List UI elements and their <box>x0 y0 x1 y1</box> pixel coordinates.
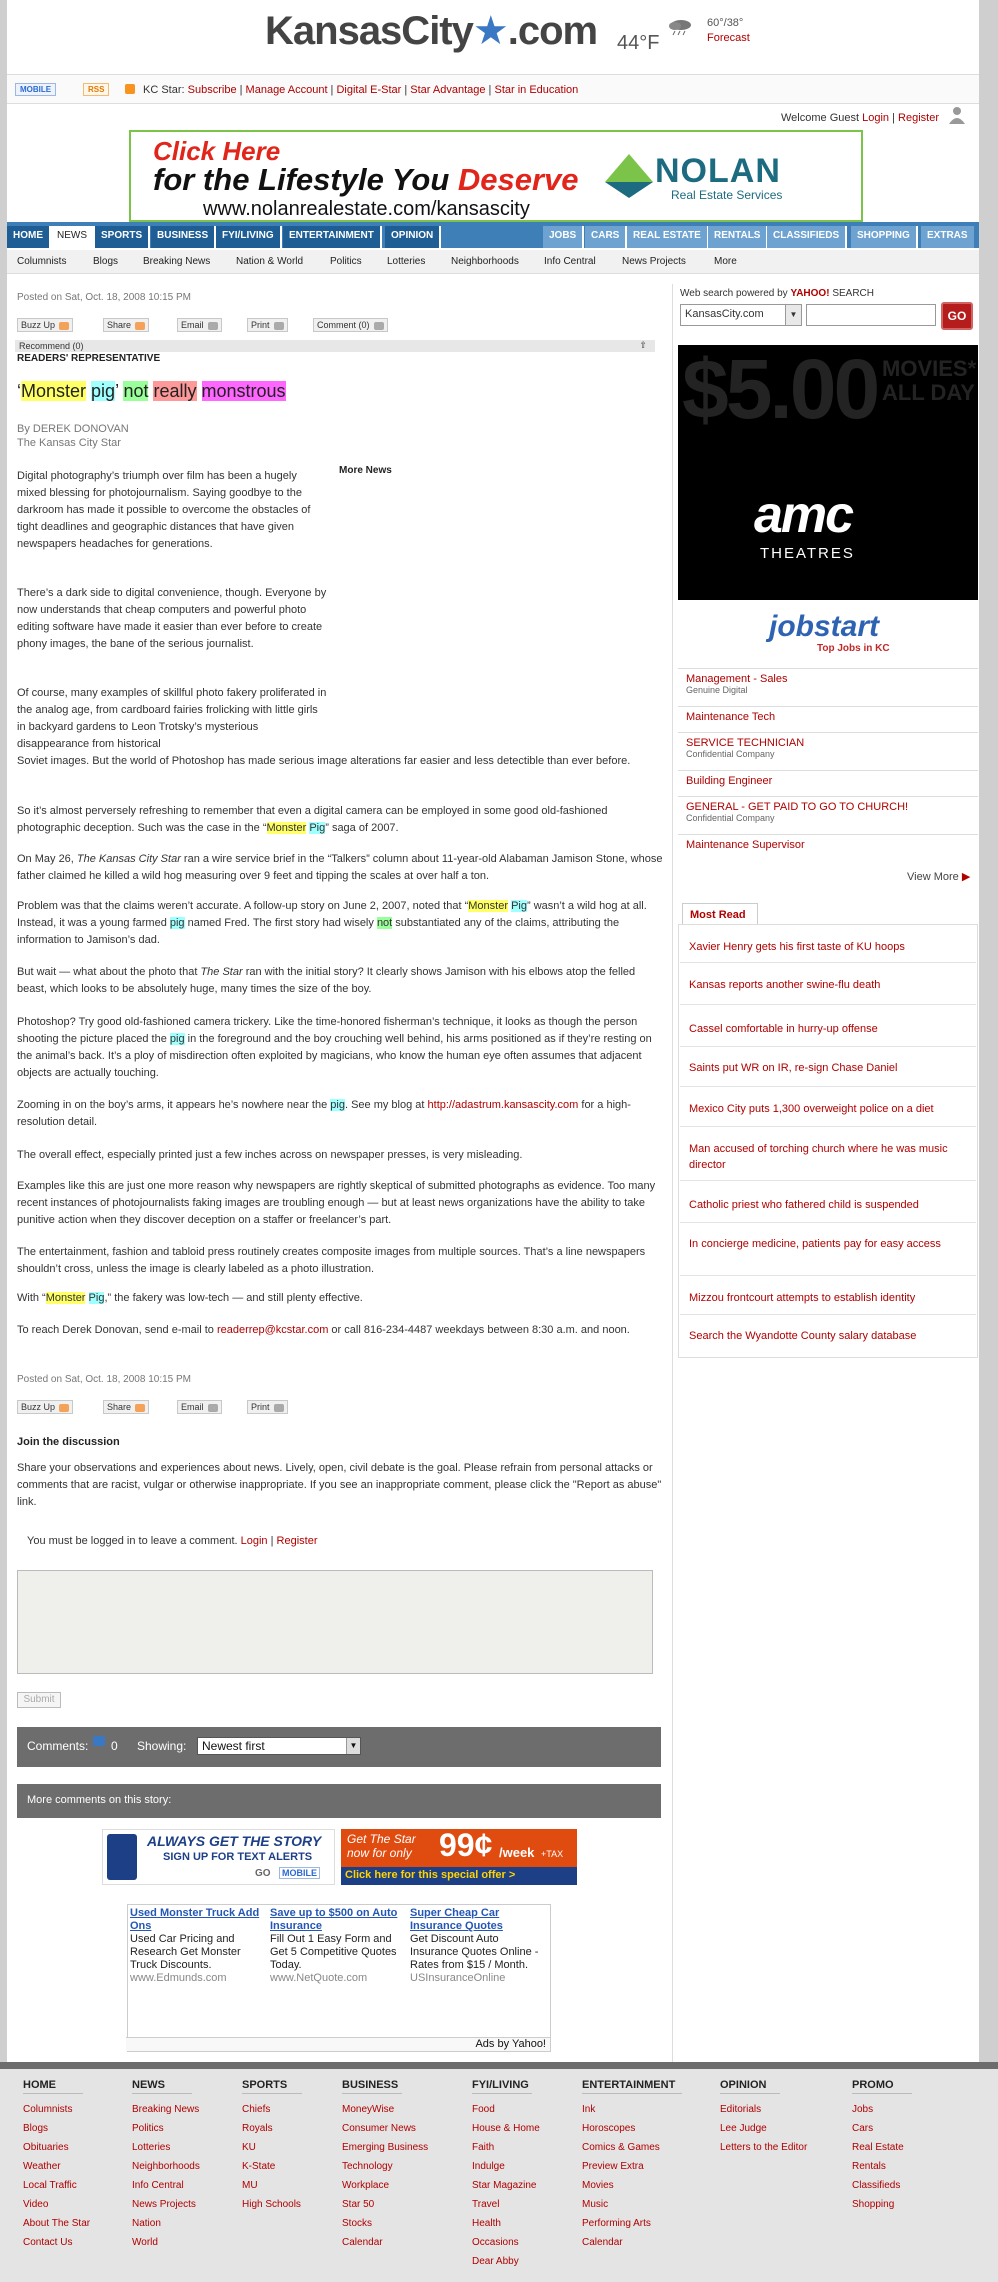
divider <box>680 1180 976 1181</box>
list-item[interactable]: Xavier Henry gets his first taste of KU hoops <box>689 941 905 953</box>
nav-news[interactable]: NEWS <box>51 226 95 248</box>
kc-star-links: KC Star: Subscribe | Manage Account | Digital E-Star | Star Advantage | Star in Education <box>143 84 579 96</box>
search-input[interactable] <box>806 304 936 326</box>
job-listing[interactable]: GENERAL - GET PAID TO GO TO CHURCH! Confidential Company <box>678 796 978 834</box>
nolan-logo-icon <box>605 154 653 198</box>
email-button[interactable]: Email <box>177 1400 222 1414</box>
email-button[interactable]: Email <box>177 318 222 332</box>
page: KansasCity★.com 44°F 60°/38° Forecast MOBILE RSS KC Star: Subscribe | Manage Account | Digital E-Star | Star Advantage | Star in Education Welcome Guest Login | Register Click Here for the Lifestyle You Deserve www.nolanrealestate.com/kansascity NOLAN Real Estate Services HOME NEWS SPORTS BUSINESS FYI/LIVING ENTERTAINMENT OPINION JOBS CARS REAL ESTATE RENTALS CLASSIFIEDS SHOPPING EXTRAS Columnists Blogs Breaking News Nation & World Politics Lotteries Neighborhoods Info Central News Projects More Posted on Sat, Oct. 18, 2008 10:15 PM Buzz Up Share Email Print Comment (0) Recommend (0) ⇧ READERS' REPRESENTATIVE ‘Monster pig’ not really monstrous By DEREK DONOVAN The Kansas City Star More News Digital photography’s triumph over film has been a hugely mixed blessing for photojournalism. Saying goodbye to the darkroom has made it possible to overcome the obstacles of tight deadlines and geographic distances that have given newspapers headaches for generations. There’s a dark side to digital convenience, though. Everyone by now understands that cheap computers and powerful photo editing software have made it easier than ever before to create phony images, the bane of the serious journalist. Of course, many examples of skillful photo fakery proliferated in the analog age, from cardboard fairies frolicking with little girls in backyard gardens to Leon Trotsky’s mysterious disappearance from historical Soviet images. But the world of Photoshop has made serious image alterations far easier and less detectible than ever before. So it’s almost perversely refreshing to remember that even a digital camera can be employed in some good old-fashioned photographic deception. Such was the case in the “Monster Pig” saga of 2007. On May 26, The Kansas City Star ran a wire service brief in the “Talkers” column about 11-year-old Alabaman Jamison Stone, whose father claimed he killed a wild hog measuring over 9 feet and tipping the scales at over half a ton. Problem was that the claims weren’t accurate. A follow-up story on June 2, 2007, noted that “Monster Pig” wasn’t a wild hog at all. Instead, it was a young farmed pig named Fred. The first story had wisely not substantiated any of the claims, attributing the information to Jamison’s dad. But wait — what about the photo that The Star ran with the initial story? It clearly shows Jamison with his elbows atop the felled beast, which looks to be absolutely huge, many times the size of the boy. Photoshop? Try good old-fashioned camera trickery. Like the time-honored fisherman’s technique, it looks as though the person shooting the picture placed the pig in the foreground and the boy crouching well behind, his arms positioned as if they’re resting on the animal’s back. It’s a ploy of misdirection often exploited by magicians, who know the human eye often assumes that adjacent objects are actually touching. Zooming in on the boy’s arms, it appears he’s nowhere near the pig. See my blog at http://adastrum.kansascity.com for a high-resolution detail. The overall effect, especially printed just a few inches across on newspaper presses, is very misleading. Examples like this are just one more reason why newspapers are rightly skeptical of submitted photographs as evidence. Too many recent instances of photojournalists faking images are troubling enough — but at least news organizations have the ability to take punitive action when they discover deception on a staffer or freelancer’s part. The entertainment, fashion and tabloid press routinely creates composite images from multiple sources. That’s a line newspapers shouldn’t cross, unless the image is clearly labeled as a photo illustration. With “Monster Pig,” the fakery was low-tech — and still plenty effective. To reach Derek Donovan, send e-mail to readerrep@kcstar.com or call 816-234-4487 weekdays between 8:30 a.m. and noon. Posted on Sat, Oct. 18, 2008 10:15 PM Buzz Up Share Email Print Join the discussion Share your observations and experiences about news. Lively, open, civil debate is the goal. Please refrain from personal attacks or comments that are racist, vulgar or otherwise inappropriate. If you see an inappropriate comment, please click the "Report as abuse" link. You must be logged in to leave a comment. Login | Register Submit Comments: 0 Showing: Newest first ▼ More comments on this story: ALWAYS GET THE STORY SIGN UP FOR TEXT ALERTS GO MOBILE Get The Star now for only 99¢ /week +TAX Click here for this special offer > Used Monster Truck Add Ons Used Car Pricing and Research Get Monster Truck Discounts. www.Edmunds.com Save up to $500 on Auto Insurance Fill Out 1 Easy Form and Get 5 Competitive Quotes Today. www.NetQuote.com Super Cheap Car Insurance Quotes Get Discount Auto Insurance Quotes Online - Rates from $15 / Month. USInsuranceOnline Ads by Yahoo! Web search powered by YAHOO! SEARCH KansasCity.com ▼ GO $5.00 MOVIES* ALL DAY amc THEATRES jobstart Top Jobs in KC Management - Sales Genuine Digital Maintenance Tech SERVICE TECHNICIAN Confidential Company Building Engineer GENERAL - GET PAID TO GO TO CHURCH! Confidential Company Maintenance Supervisor View More ▶ Most Read Xavier Henry gets his first taste of KU hoops Kansas reports another swine-flu death Cassel comfortable in hurry-up offense Saints put WR on IR, re-sign Chase Daniel Mexico City puts 1,300 overweight police on a diet Man accused of torching church where he was music director Catholic priest who fathered child is suspended In concierge medicine, patients pay for easy access Mizzou frontcourt attempts to establish identity Search the Wyandotte County salary database <box>7 0 979 2062</box>
more-comments-bar: More comments on this story: <box>17 1784 661 1818</box>
rss-icon[interactable] <box>125 84 135 94</box>
star-icon: ★ <box>472 9 508 53</box>
register-link[interactable]: Register <box>898 112 939 124</box>
footer-col-home: HOME Columnists Blogs Obituaries Weather Local Traffic Video About The Star Contact Us <box>23 2079 91 2248</box>
section-label: READERS' REPRESENTATIVE <box>17 353 161 364</box>
divider <box>680 1086 976 1087</box>
subnav-blogs[interactable]: Blogs <box>93 256 119 267</box>
comment-login-link[interactable]: Login <box>240 1535 268 1547</box>
subscription-offer-banner[interactable]: Get The Star now for only 99¢ /week +TAX Click here for this special offer > <box>341 1829 577 1885</box>
web-search-label: Web search powered by YAHOO! SEARCH <box>680 288 874 299</box>
subnav-columnists[interactable]: Columnists <box>17 256 67 267</box>
paragraph: Soviet images. But the world of Photoshop has made serious image alterations far easier and less detectible than ever before. <box>17 755 631 767</box>
list-item[interactable]: Search the Wyandotte County salary database <box>689 1330 917 1342</box>
posted-date-bottom: Posted on Sat, Oct. 18, 2008 10:15 PM <box>17 1374 191 1385</box>
article-headline: ‘Monster pig’ not really monstrous <box>17 381 286 401</box>
share-button[interactable]: Share <box>103 318 149 332</box>
yahoo-buzz-icon <box>59 1404 69 1412</box>
forecast-link[interactable]: Forecast <box>707 32 750 44</box>
paragraph: Problem was that the claims weren’t accurate. A follow-up story on June 2, 2007, noted that “Monster Pig” wasn’t a wild hog at all. Instead, it was a young farmed pig named Fred. The first story had wisely not substantiated any of the claims, attributing the information to Jamison’s dad. <box>17 900 647 946</box>
sub-nav <box>7 250 979 274</box>
footer-col-opinion: OPINION Editorials Lee Judge Letters to the Editor <box>720 2079 808 2153</box>
text-ad[interactable]: Save up to $500 on Auto Insurance Fill Out 1 Easy Form and Get 5 Competitive Quotes Today. www.NetQuote.com <box>270 1907 398 1984</box>
go-button[interactable]: GO <box>255 1868 271 1879</box>
nav-classifieds[interactable]: CLASSIFIEDS <box>767 226 847 248</box>
job-listing[interactable]: Management - Sales Genuine Digital <box>678 668 978 706</box>
welcome-text: Welcome Guest Login | Register <box>781 112 939 124</box>
text-ad[interactable]: Used Monster Truck Add Ons Used Car Pricing and Research Get Monster Truck Discounts. www.Edmunds.com <box>130 1907 260 1984</box>
login-prompt: You must be logged in to leave a comment. Login | Register <box>27 1535 318 1547</box>
divider <box>680 1126 976 1127</box>
nav-fyi-living[interactable]: FYI/LIVING <box>216 226 282 248</box>
comment-textarea[interactable] <box>17 1570 653 1674</box>
star-in-education-link[interactable]: Star in Education <box>494 84 579 96</box>
email-link[interactable]: readerrep@kcstar.com <box>216 1324 329 1336</box>
nolan-banner-ad[interactable]: Click Here for the Lifestyle You Deserve www.nolanrealestate.com/kansascity NOLAN Real Estate Services <box>129 130 863 222</box>
sort-order-select[interactable]: Newest first ▼ <box>197 1737 361 1755</box>
nav-business[interactable]: BUSINESS <box>151 226 216 248</box>
paragraph: The overall effect, especially printed just a few inches across on newspaper presses, is very misleading. <box>17 1149 523 1161</box>
footer-col-sports: SPORTS Chiefs Royals KU K-State MU High Schools <box>242 2079 301 2210</box>
digital-estar-link[interactable]: Digital E-Star <box>336 84 402 96</box>
paragraph: Digital photography’s triumph over film has been a hugely mixed blessing for photojournalism. Saying goodbye to the darkroom has made it possible to overcome the obstacles of tight deadlines and geographic distances that have given newspapers headaches for generations. <box>17 470 311 550</box>
comment-count: 0 <box>111 1739 118 1753</box>
list-item[interactable]: Saints put WR on IR, re-sign Chase Daniel <box>689 1062 898 1074</box>
login-link[interactable]: Login <box>862 112 890 124</box>
paragraph: Of course, many examples of skillful photo fakery proliferated in the analog age, from cardboard fairies frolicking with little girls in backyard gardens to Leon Trotsky’s mysterious disappearance from historical <box>17 687 327 750</box>
nav-extras[interactable]: EXTRAS <box>921 226 974 248</box>
nav-sports[interactable]: SPORTS <box>95 226 150 248</box>
printer-icon <box>274 1404 284 1412</box>
chevron-down-icon: ▼ <box>346 1738 360 1754</box>
nav-real-estate[interactable]: REAL ESTATE <box>627 226 709 248</box>
list-item[interactable]: Cassel comfortable in hurry-up offense <box>689 1023 878 1035</box>
site-logo[interactable]: KansasCity★.com <box>265 9 598 53</box>
subnav-news-projects[interactable]: News Projects <box>622 256 686 267</box>
article-toolbar <box>17 318 657 332</box>
job-listing[interactable]: SERVICE TECHNICIAN Confidential Company <box>678 732 978 770</box>
subnav-lotteries[interactable]: Lotteries <box>387 256 426 267</box>
paragraph: With “Monster Pig,” the fakery was low-tech — and still plenty effective. <box>17 1292 363 1304</box>
nav-shopping[interactable]: SHOPPING <box>851 226 918 248</box>
divider <box>680 1222 976 1223</box>
manage-account-link[interactable]: Manage Account <box>245 84 328 96</box>
paragraph: Examples like this are just one more reason why newspapers are rightly skeptical of submitted photographs as evidence. Too many recent instances of photojournalists faking images are troubling enough — but at least news organizations have the ability to take punitive action when they discover deception on a staffer or freelancer’s part. <box>17 1180 656 1226</box>
envelope-icon <box>208 1404 218 1412</box>
cloud-rain-icon <box>667 18 693 36</box>
text-ad[interactable]: Super Cheap Car Insurance Quotes Get Discount Auto Insurance Quotes Online - Rates from $15 / Month. USInsuranceOnline <box>410 1907 539 1984</box>
paragraph: So it’s almost perversely refreshing to remember that even a digital camera can be employed in some good old-fashioned photographic deception. Such was the case in the “Monster Pig” saga of 2007. <box>17 805 608 834</box>
paragraph: But wait — what about the photo that The Star ran with the initial story? It clearly shows Jamison with his elbows atop the felled beast, which looks to be absolutely huge, many times the size of the boy. <box>17 966 636 995</box>
subnav-more[interactable]: More <box>714 256 737 267</box>
divider <box>680 1314 976 1315</box>
paragraph: Zooming in on the boy’s arms, it appears he’s nowhere near the pig. See my blog at http://adastrum.kansascity.com for a high-resolution detail. <box>17 1099 631 1128</box>
paragraph: The entertainment, fashion and tabloid press routinely creates composite images from multiple sources. That’s a line newspapers shouldn’t cross, unless the image is clearly labeled as a photo illustration. <box>17 1246 646 1275</box>
list-item[interactable]: Mexico City puts 1,300 overweight police on a diet <box>689 1103 934 1115</box>
comment-register-link[interactable]: Register <box>276 1535 318 1547</box>
rss-badge[interactable]: RSS <box>83 83 109 96</box>
submit-button[interactable]: Submit <box>17 1692 61 1708</box>
jobstart-logo[interactable]: jobstart <box>769 610 880 643</box>
list-item[interactable]: Kansas reports another swine-flu death <box>689 979 881 991</box>
subnav-nation-world[interactable]: Nation & World <box>236 256 304 267</box>
chevron-right-icon: ▶ <box>961 871 971 883</box>
comment-bubble-icon <box>93 1736 105 1746</box>
mobile-badge[interactable]: MOBILE <box>15 83 56 96</box>
hi-lo: 60°/38° <box>707 17 744 29</box>
comment-button[interactable]: Comment (0) <box>313 318 388 332</box>
phone-icon <box>107 1834 137 1880</box>
divider <box>680 1004 976 1005</box>
footer-col-fyi-living: FYI/LIVING Food House & Home Faith Indulge Star Magazine Travel Health Occasions Dear Abby <box>472 2079 540 2267</box>
search-go-button[interactable]: GO <box>941 302 973 330</box>
utility-bar <box>7 74 979 104</box>
amc-ad[interactable]: $5.00 MOVIES* ALL DAY amc THEATRES <box>678 345 978 600</box>
text-alerts-banner[interactable]: ALWAYS GET THE STORY SIGN UP FOR TEXT ALERTS GO MOBILE <box>102 1829 335 1885</box>
paragraph: Photoshop? Try good old-fashioned camera trickery. Like the time-honored fisherman’s technique, it looks as though the person shooting the picture placed the pig in the foreground and the boy crouching well behind, his arms positioned as if they’re resting on the animal’s back. It’s a ploy of misdirection often exploited by magicians, who know the human eye often assumes that adjacent objects are actually touching. <box>17 1016 652 1079</box>
divider <box>680 1046 976 1047</box>
paragraph: There’s a dark side to digital convenience, though. Everyone by now understands that cheap computers and powerful photo editing software have made it easier than ever before to create phony images, the bane of the serious journalist. <box>17 587 327 650</box>
sidebar-divider <box>672 284 673 2062</box>
footer-col-business: BUSINESS MoneyWise Consumer News Emerging Business Technology Workplace Star 50 Stocks Calendar <box>342 2079 429 2248</box>
subnav-info-central[interactable]: Info Central <box>544 256 596 267</box>
main-nav <box>7 222 979 248</box>
share-button[interactable]: Share <box>103 1400 149 1414</box>
search-scope-select[interactable]: KansasCity.com ▼ <box>680 304 802 326</box>
paragraph: On May 26, The Kansas City Star ran a wire service brief in the “Talkers” column about 11-year-old Alabaman Jamison Stone, whose father claimed he killed a wild hog measuring over 9 feet and tipping the scales at over half a ton. <box>17 853 663 882</box>
posted-date: Posted on Sat, Oct. 18, 2008 10:15 PM <box>17 292 191 303</box>
list-item[interactable]: Catholic priest who fathered child is suspended <box>689 1199 919 1211</box>
print-button[interactable]: Print <box>247 318 288 332</box>
more-news-heading: More News <box>339 465 392 476</box>
blog-link[interactable]: http://adastrum.kansascity.com <box>427 1099 579 1111</box>
nav-home[interactable]: HOME <box>7 226 51 248</box>
subnav-neighborhoods[interactable]: Neighborhoods <box>451 256 519 267</box>
thumbs-up-icon[interactable]: ⇧ <box>639 340 647 350</box>
envelope-icon <box>208 322 218 330</box>
sponsored-text-ads <box>127 1904 551 2052</box>
byline: By DEREK DONOVAN The Kansas City Star <box>17 423 129 449</box>
article-toolbar-bottom <box>17 1400 417 1414</box>
view-more-link[interactable]: View More ▶ <box>907 871 971 883</box>
footer-col-entertainment: ENTERTAINMENT Ink Horoscopes Comics & Games Preview Extra Movies Music Performing Arts Calendar <box>582 2079 682 2252</box>
print-button[interactable]: Print <box>247 1400 288 1414</box>
chevron-down-icon: ▼ <box>785 305 801 325</box>
nav-cars[interactable]: CARS <box>585 226 627 248</box>
speech-bubble-icon <box>374 322 384 330</box>
list-item[interactable]: Mizzou frontcourt attempts to establish identity <box>689 1292 916 1304</box>
divider <box>680 1275 976 1276</box>
ads-by-yahoo[interactable]: Ads by Yahoo! <box>126 2037 550 2051</box>
nav-entertainment[interactable]: ENTERTAINMENT <box>283 226 382 248</box>
share-icon <box>135 1404 145 1412</box>
list-item[interactable]: Man accused of torching church where he was music director <box>689 1143 948 1171</box>
special-offer-link[interactable]: Click here for this special offer > <box>341 1867 577 1885</box>
footer-col-promo: PROMO Jobs Cars Real Estate Rentals Classifieds Shopping <box>852 2079 912 2214</box>
printer-icon <box>274 322 284 330</box>
amc-logo: amc <box>754 486 853 544</box>
footer-col-news: NEWS Breaking News Politics Lotteries Neighborhoods Info Central News Projects Nation World <box>132 2079 200 2248</box>
buzz-up-button[interactable]: Buzz Up <box>17 318 73 332</box>
comments-bar: Comments: 0 Showing: Newest first ▼ <box>17 1727 661 1767</box>
user-icon <box>949 106 965 124</box>
nav-opinion[interactable]: OPINION <box>385 226 441 248</box>
nav-rentals[interactable]: RENTALS <box>708 226 768 248</box>
buzz-up-button[interactable]: Buzz Up <box>17 1400 73 1414</box>
temperature: 44°F <box>617 32 660 54</box>
subscribe-link[interactable]: Subscribe <box>187 84 237 96</box>
job-listing[interactable]: Maintenance Supervisor <box>678 834 978 860</box>
site-footer <box>0 2062 998 2282</box>
job-listing[interactable]: Maintenance Tech <box>678 706 978 732</box>
recommend-bar[interactable]: Recommend (0) ⇧ <box>15 340 655 352</box>
subnav-politics[interactable]: Politics <box>330 256 362 267</box>
tab-most-read[interactable]: Most Read <box>682 903 758 925</box>
share-icon <box>135 322 145 330</box>
list-item[interactable]: In concierge medicine, patients pay for easy access <box>689 1238 941 1250</box>
subnav-breaking-news[interactable]: Breaking News <box>143 256 211 267</box>
join-discussion-heading: Join the discussion <box>17 1436 120 1448</box>
star-advantage-link[interactable]: Star Advantage <box>410 84 486 96</box>
paragraph: To reach Derek Donovan, send e-mail to readerrep@kcstar.com or call 816-234-4487 weekdays between 8:30 a.m. and noon. <box>17 1324 630 1336</box>
yahoo-buzz-icon <box>59 322 69 330</box>
divider <box>680 962 976 963</box>
nav-jobs[interactable]: JOBS <box>543 226 584 248</box>
job-listing[interactable]: Building Engineer <box>678 770 978 796</box>
comment-guidelines: Share your observations and experiences about news. Lively, open, civil debate is the goal. Please refrain from personal attacks or comments that are racist, vulgar or otherwise inappropriate. If you see an inappropriate comment, please click the "Report as abuse" link. <box>17 1462 662 1508</box>
most-read-list <box>678 924 978 1358</box>
